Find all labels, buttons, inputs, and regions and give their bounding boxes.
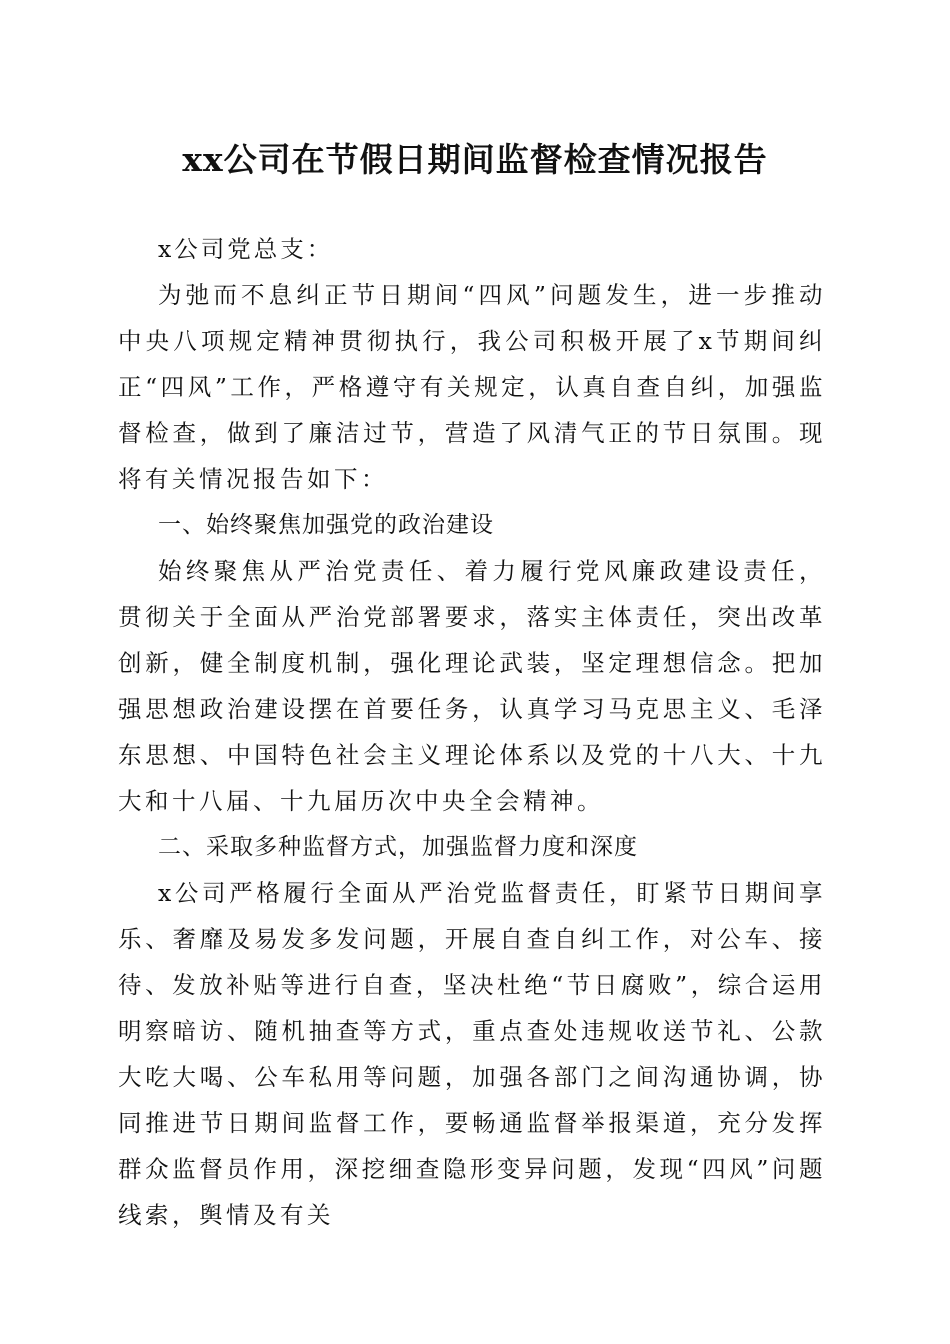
document-body [118,226,826,1238]
section-1-paragraph: 始终聚焦从严治党责任、着力履行党风廉政建设责任，贯彻关于全面从严治党部署要求，落实主体责任，突出改革创新，健全制度机制，强化理论武装，坚定理想信念。把加强思想政治建设摆在首要任务，认真学习马克思主义、毛泽东思想、中国特色社会主义理论体系以及党的十八大、十九大和十八届、十九届历次中央全会精神。 [118,557,826,815]
document-title: xx公司在节假日期间监督检查情况报告 [182,140,768,179]
salutation: x公司党总支： [158,235,334,263]
section-2-paragraph: x公司严格履行全面从严治党监督责任，盯紧节日期间享乐、奢靡及易发多发问题，开展自查自纠工作，对公车、接待、发放补贴等进行自查，坚决杜绝“节日腐败”，综合运用明察暗访、随机抽查等方式，重点查处违规收送节礼、公款大吃大喝、公车私用等问题，加强各部门之间沟通协调，协同推进节日期间监督工作，要畅通监督举报渠道，充分发挥群众监督员作用，深挖细查隐形变异问题，发现“四风”问题线索，舆情及有关 [118,879,826,1229]
section-1-heading: 一、始终聚焦加强党的政治建设 [158,512,494,538]
intro-paragraph: 为弛而不息纠正节日期间“四风”问题发生，进一步推动中央八项规定精神贯彻执行，我公司积极开展了x节期间纠正“四风”工作，严格遵守有关规定，认真自查自纠，加强监督检查，做到了廉洁过节，营造了风清气正的节日氛围。现将有关情况报告如下： [118,281,826,493]
section-2-heading: 二、采取多种监督方式，加强监督力度和深度 [158,834,638,860]
